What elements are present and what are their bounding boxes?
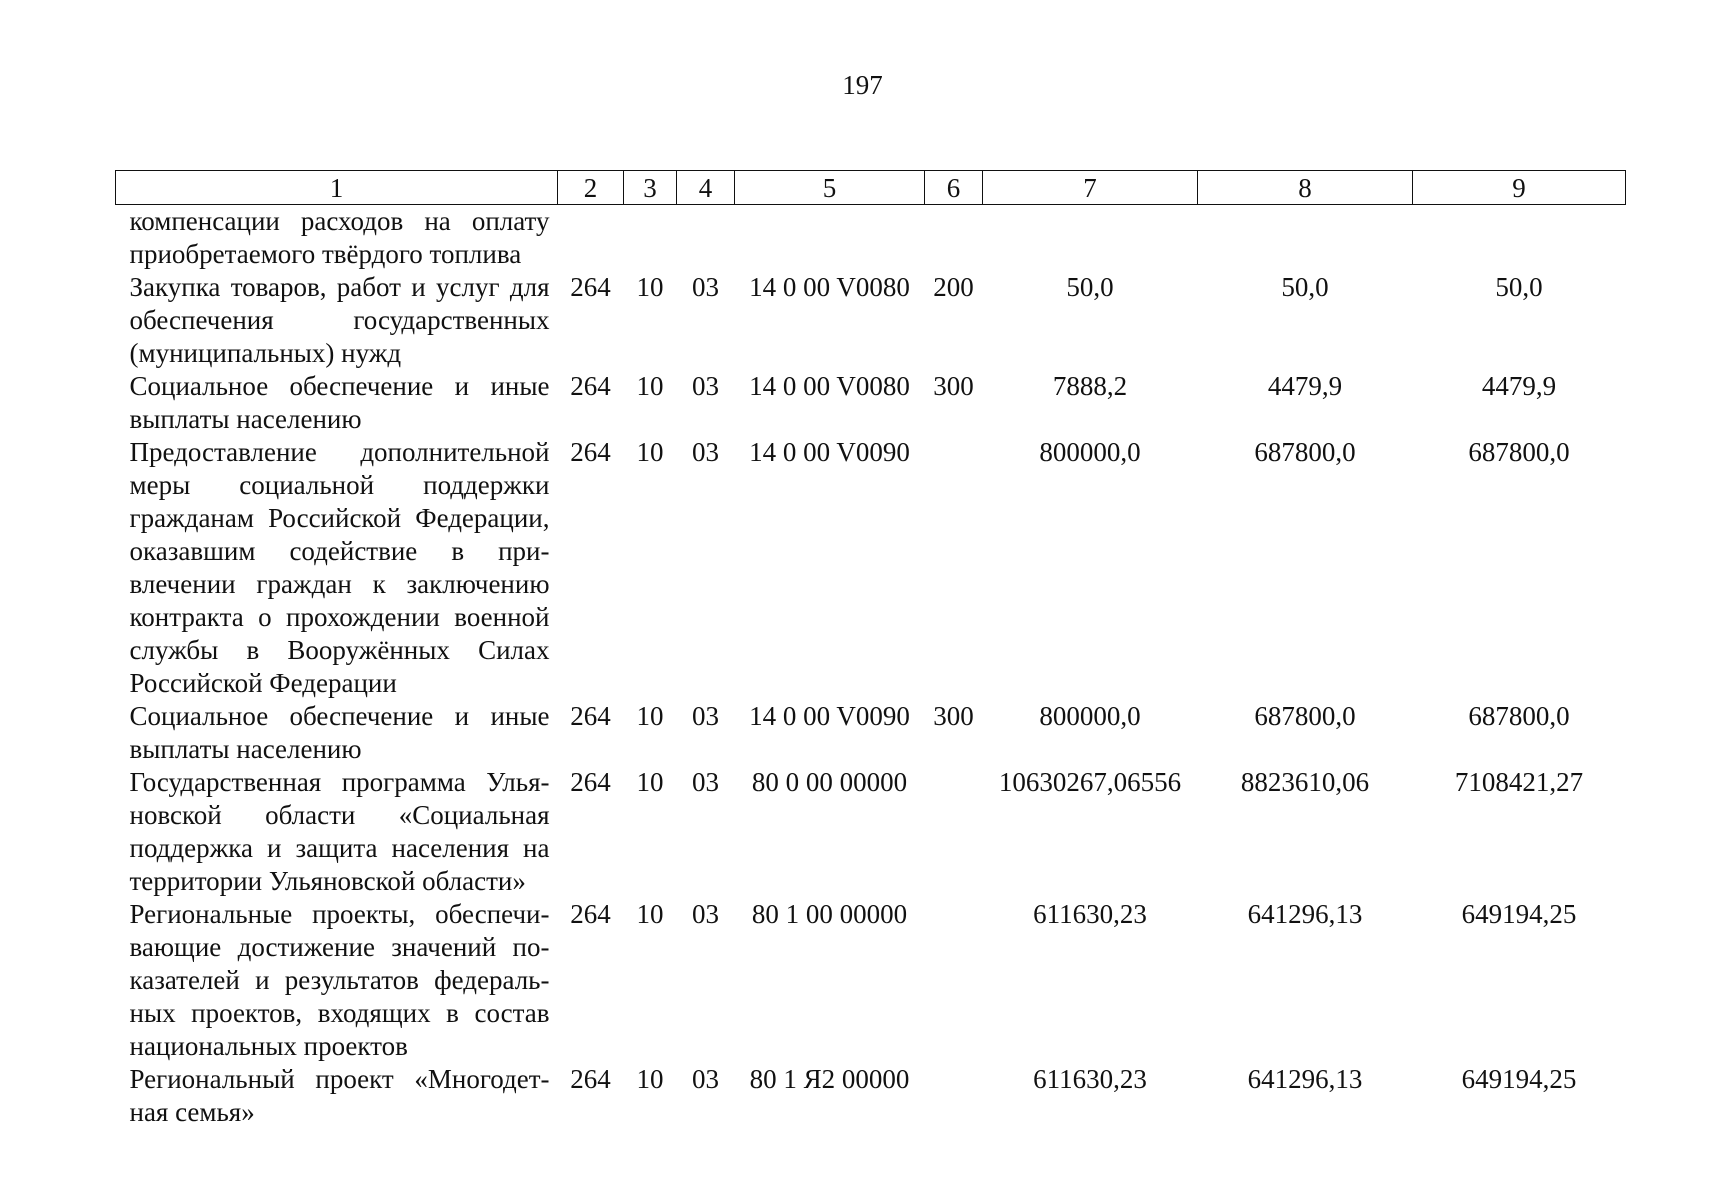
table-row [116, 436, 1626, 700]
row-name: Социальное обеспечение и иные выплаты населению [129, 371, 550, 434]
table-row [116, 898, 1626, 1063]
budget-table [115, 170, 1626, 1129]
row-code-2 [558, 205, 624, 272]
row-code-4: 03 [692, 371, 719, 401]
row-code-5: 14 0 00 V0090 [749, 437, 910, 467]
row-value-7: 10630267,06556 [998, 767, 1182, 797]
row-value-7: 800000,0 [1039, 437, 1141, 467]
page-number: 197 [842, 70, 883, 100]
row-code-5: 80 1 Я2 00000 [749, 1064, 910, 1094]
row-name: Государственная программа Ульяновской области «Социальная поддержка и защита населения на территории Ульяновской области» [129, 767, 550, 896]
row-name: Региональный проект «Многодетная семья» [129, 1064, 550, 1127]
row-value-8 [1198, 205, 1413, 272]
table-row [116, 766, 1626, 898]
row-value-8: 687800,0 [1254, 701, 1356, 731]
row-code-4: 03 [692, 437, 719, 467]
row-name: Региональные проекты, обеспечивающие достижение значений показателей и результатов федеральных проектов, входящих в состав национальных проектов [129, 899, 550, 1061]
row-code-2: 264 [570, 371, 611, 401]
row-code-4 [677, 205, 735, 272]
column-number-header-row [116, 171, 1626, 205]
row-value-9: 649194,25 [1461, 899, 1577, 929]
row-code-6: 300 [933, 371, 974, 401]
row-code-5: 80 0 00 00000 [751, 767, 908, 797]
row-code-2: 264 [570, 701, 611, 731]
row-name: Закупка товаров, работ и услуг для обеспечения государственных (муниципальных) нужд [129, 272, 550, 368]
row-name: компенсации расходов на оплату приобретаемого твёрдого топлива [129, 206, 550, 269]
column-header-4: 4 [677, 171, 735, 205]
row-value-7: 50,0 [1066, 272, 1114, 302]
row-value-9: 687800,0 [1468, 437, 1570, 467]
row-code-3: 10 [636, 701, 664, 731]
row-code-3: 10 [636, 437, 664, 467]
row-name: Предоставление дополнительной меры социальной поддержки гражданам Российской Федерации, оказавшим содействие в привлечении граждан к заключению контракта о прохождении военной службы в Вооружённых Силах Российской Федерации [129, 437, 550, 698]
table-row [116, 1063, 1626, 1129]
row-value-8: 641296,13 [1247, 899, 1363, 929]
row-code-6 [925, 436, 983, 700]
row-value-9: 4479,9 [1481, 371, 1557, 401]
row-value-7 [983, 205, 1198, 272]
row-code-4: 03 [692, 701, 719, 731]
row-value-8: 687800,0 [1254, 437, 1356, 467]
row-code-2: 264 [570, 1064, 611, 1094]
row-code-6 [925, 898, 983, 1063]
row-code-2: 264 [570, 272, 611, 302]
row-value-9: 50,0 [1495, 272, 1543, 302]
row-code-4: 03 [692, 767, 719, 797]
row-value-9 [1413, 205, 1626, 272]
row-value-9: 7108421,27 [1454, 767, 1584, 797]
column-header-8: 8 [1198, 171, 1413, 205]
table-row [116, 271, 1626, 370]
table-row [116, 700, 1626, 766]
row-code-3: 10 [636, 1064, 664, 1094]
row-value-9: 687800,0 [1468, 701, 1570, 731]
row-code-5: 14 0 00 V0090 [749, 701, 910, 731]
row-code-3: 10 [636, 371, 664, 401]
row-value-9: 649194,25 [1461, 1064, 1577, 1094]
row-value-8: 4479,9 [1267, 371, 1343, 401]
row-code-3 [624, 205, 677, 272]
row-code-4: 03 [692, 1064, 719, 1094]
column-header-3: 3 [624, 171, 677, 205]
column-header-7: 7 [983, 171, 1198, 205]
row-value-8: 641296,13 [1247, 1064, 1363, 1094]
row-code-3: 10 [636, 899, 664, 929]
row-value-7: 611630,23 [1033, 1064, 1147, 1094]
row-code-5: 80 1 00 00000 [751, 899, 908, 929]
row-code-2: 264 [570, 767, 611, 797]
row-code-5: 14 0 00 V0080 [749, 371, 910, 401]
row-code-5 [735, 205, 925, 272]
column-header-9: 9 [1413, 171, 1626, 205]
column-header-1: 1 [116, 171, 558, 205]
row-value-7: 7888,2 [1052, 371, 1128, 401]
row-code-3: 10 [636, 767, 664, 797]
row-code-6: 200 [933, 272, 974, 302]
row-code-5: 14 0 00 V0080 [749, 272, 910, 302]
row-code-2: 264 [570, 437, 611, 467]
table-row [116, 205, 1626, 272]
row-code-6 [925, 205, 983, 272]
row-code-2: 264 [570, 899, 611, 929]
row-code-6 [925, 1063, 983, 1129]
table-row [116, 370, 1626, 436]
row-code-6: 300 [933, 701, 974, 731]
row-code-4: 03 [692, 899, 719, 929]
row-value-7: 800000,0 [1039, 701, 1141, 731]
row-value-7: 611630,23 [1033, 899, 1147, 929]
row-value-8: 8823610,06 [1240, 767, 1370, 797]
row-code-4: 03 [692, 272, 719, 302]
column-header-5: 5 [735, 171, 925, 205]
row-value-8: 50,0 [1281, 272, 1329, 302]
row-code-3: 10 [636, 272, 664, 302]
row-code-6 [925, 766, 983, 898]
row-name: Социальное обеспечение и иные выплаты населению [129, 701, 550, 764]
column-header-2: 2 [558, 171, 624, 205]
column-header-6: 6 [925, 171, 983, 205]
